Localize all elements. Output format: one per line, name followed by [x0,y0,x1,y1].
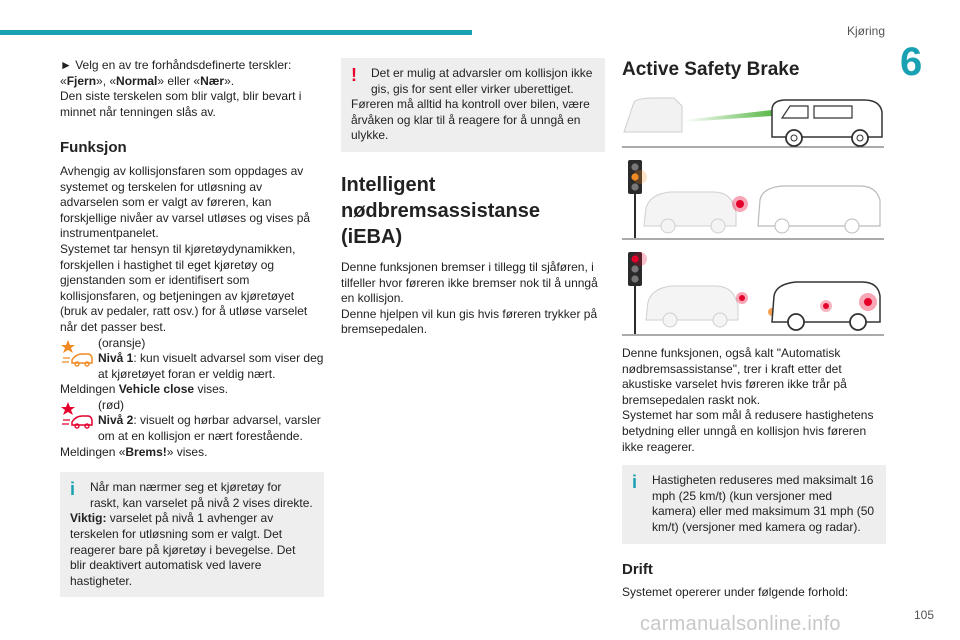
level-1-description: Nivå 1: kun visuelt advarsel som viser deg at kjøretøyet foran er veldig nært. [98,351,324,381]
threshold-memory-text: Den siste terskelen som blir valgt, blir bevart i minnet når tenningen slås av. [60,89,302,119]
info-box-level-2 [60,472,324,597]
info-box-speed [622,465,886,543]
watermark: carmanualsonline.info [640,613,841,635]
orange-collision-warning-icon [60,336,94,368]
level-2-entry [60,398,324,445]
level-2-description: Nivå 2: visuelt og hørbar advarsel, varsler om at en kollisjon er nært forestående. [98,413,321,444]
level-2-color: (rød) [98,397,124,412]
red-collision-warning-icon [60,398,94,430]
iEBA-paragraph-2: Denne hjelpen vil kun gis hvis føreren trykker på bremsepedalen. [341,306,598,337]
drift-heading: Drift [622,560,653,578]
section-title: Kjøring [846,24,885,38]
level-1-message: Meldingen Vehicle close vises. [60,382,229,397]
level-1-color: (oransje) [98,335,146,350]
warning-text-1: Det er mulig at advarsler om kollisjon ikke gis, gis for sent eller virker uberettiget. [371,66,593,96]
iEBA-paragraph-1: Denne funksjonen bremser i tillegg til sjåføren, i tilfeller hvor føreren ikke bremser nok til å unngå en kollisjon. [341,259,598,306]
warning-icon: ! [351,65,357,85]
asb-paragraph-1: Denne funksjonen, også kalt "Automatisk nødbremsassistanse", trer i kraft etter det akustiske varselet hvis føreren ikke trår på bremsepedalen raskt nok. [622,346,847,407]
level-1-entry [60,336,324,383]
drift-paragraph: Systemet opererer under følgende forhold: [622,585,849,600]
info-text-2: Viktig: varselet på nivå 1 avhenger av terskelen for utløsning som er valgt. Det reagerer bare på kjøretøy i bevegelse. Det blir deaktivert automatisk ved lavere hastigheter. [70,511,296,588]
active-safety-brake-title: Active Safety Brake [622,59,800,80]
speed-info-text: Hastigheten reduseres med maksimalt 16 mph (25 km/t) (kun versjoner med kamera) eller med maksimum 31 mph (50 km/t) (versjoner med kamera og radar). [652,473,875,534]
warning-text-2: Føreren må alltid ha kontroll over bilen, være årvåken og klar til å reagere for å unngå en ulykke. [351,97,590,143]
threshold-instruction: ► Velg en av tre forhåndsdefinerte terskler: «Fjern», «Normal» eller «Nær». [60,58,292,88]
funksjon-heading: Funksjon [60,139,127,157]
column-middle [341,58,605,338]
illustration-distance-detection [622,92,884,148]
column-left [60,58,324,597]
info-icon: i [70,479,76,500]
asb-paragraph-2: Systemet har som mål å redusere hastighetens betydning eller unngå en kollisjon hvis føreren ikke reagerer. [622,408,874,454]
level-2-message: Meldingen «Brems!» vises. [60,444,208,459]
iEBA-title: Intelligent nødbremsassistanse (iEBA) [341,173,540,248]
illustration-collision-warning [622,158,884,240]
warning-box [341,58,605,152]
info-text-1: Når man nærmer seg et kjøretøy for raskt, kan varselet på nivå 2 vises direkte. [90,480,313,510]
chapter-number: 6 [900,40,923,84]
funksjon-paragraph-2: Systemet tar hensyn til kjøretøydynamikken, forskjellen i hastighet til eget kjøretøy og gjenstanden som er identifisert som kollisjonsfaren, og betjeningen av kjøretøyet (bruk av pedaler, ratt osv.) for å utløse varselet når det passer best. [60,241,308,334]
illustration-automatic-braking [622,250,884,336]
page-number: 105 [913,608,934,622]
header-accent-bar [0,30,472,35]
funksjon-paragraph-1: Avhengig av kollisjonsfaren som oppdages av systemet og terskelen for utløsning av advarselen som er valgt av føreren, kan forskjellige nivåer av varsel utløses og vises på instrumentpanelet. [60,163,311,241]
column-right [622,58,886,601]
info-icon: i [632,472,638,493]
